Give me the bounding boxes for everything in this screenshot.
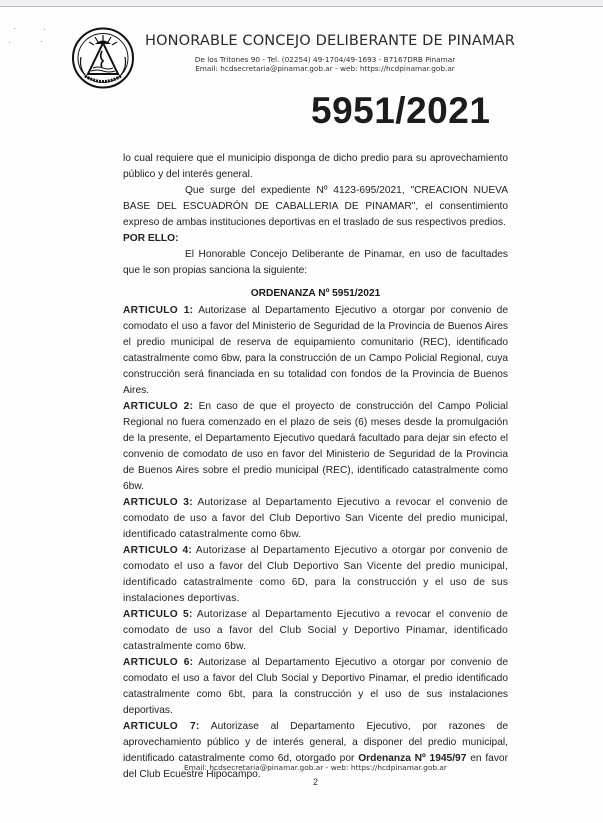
intro-paragraph: lo cual requiere que el municipio disponga de dicho predio para su aprovechamiento público y del interés general. <box>123 153 508 180</box>
article-6 <box>123 655 508 719</box>
institution-address: De los Tritones 90 - Tel. (02254) 49-1704/49-1693 - B7167DRB Pinamar <box>194 55 456 64</box>
article-4 <box>123 543 508 607</box>
viewer-toolbar <box>0 0 603 7</box>
article-text: Autorizase al Departamento Ejecutivo a revocar el convenio de comodato de uso a favor del Club Social y Deportivo Pinamar, identificado catastralmente como 6bw. <box>123 609 508 652</box>
intro-paragraph: Que surge del expediente Nº 4123-695/2021, "CREACION NUEVA BASE DEL ESCUADRÓN DE CABALLERIA DE PINAMAR", el consentimiento expreso de ambas instituciones deportivas en el traslado de sus respectivos predios. <box>123 185 508 228</box>
scan-speck <box>14 28 15 29</box>
institution-title: HONORABLE CONCEJO DELIBERANTE DE PINAMAR <box>145 32 515 49</box>
article-text: Autorizase al Departamento Ejecutivo, por razones de aprovechamiento público y de interés general, a disponer del predio municipal, identificado catastralmente como 6d, otorgado por <box>123 721 508 764</box>
article-text: Autorizase al Departamento Ejecutivo a otorgar por convenio de comodato el uso a favor del Club Social y Deportivo Pinamar, el predio identificado catastralmente como 6bt, para la construcción y el uso de sus instalaciones deportivas. <box>123 657 508 716</box>
article-text: Autorizase al Departamento Ejecutivo a otorgar por convenio de comodato el uso a favor del Club Deportivo San Vicente del predio municipal, identificado catastralmente como 6D, para la construcción y el uso de sus instalaciones deportivas. <box>123 545 509 604</box>
article-3 <box>123 495 508 543</box>
article-text: En caso de que el proyecto de construcción del Campo Policial Regional no fuera comenzado en el plazo de seis (6) meses desde la promulgación de la presente, el Departamento Ejecutivo quedará facultado para dejar sin efecto el convenio de comodato de uso en favor del Ministerio de Seguridad de la Provincia de Buenos Aires sobre el predio municipal (REC), identificado catastralmente como 6bw. <box>123 401 508 492</box>
article-label: ARTICULO 1: <box>123 305 194 316</box>
scan-speck <box>44 29 45 30</box>
article-text: en favor del Club Ecuestre Hipocampo. <box>123 753 508 780</box>
articles-section <box>123 303 508 783</box>
intro-paragraph: El Honorable Concejo Deliberante de Pinamar, en uso de facultades que le son propias sanciona la siguiente: <box>123 249 508 276</box>
seal-icon <box>71 27 135 89</box>
article-2 <box>123 399 508 495</box>
article-label: ARTICULO 7: <box>123 721 200 732</box>
article-label: ARTICULO 6: <box>123 657 194 668</box>
ordinance-title: ORDENANZA Nº 5951/2021 <box>250 288 381 299</box>
footer-contact: Email: hcdsecretaria@pinamar.gob.ar - web: https://hcdpinamar.gob.ar <box>184 763 447 772</box>
article-label: ARTICULO 3: <box>123 497 193 508</box>
article-label: ARTICULO 4: <box>123 545 193 556</box>
scan-speck <box>41 41 42 42</box>
article-text: Autorizase al Departamento Ejecutivo a otorgar por convenio de comodato el uso a favor del Ministerio de Seguridad de la Provincia de Buenos Aires el predio municipal de reserva de equipamiento comunitario (REC), identificado catastralmente como 6bw, para la construcción de un Campo Policial Regional, cuya construcción será financiada en su totalidad con fondos de la Provincia de Buenos Aires. <box>123 305 508 396</box>
scan-speck <box>9 42 10 43</box>
ordinance-reference: Ordenanza Nº 1945/97 <box>358 753 467 764</box>
page-number: 2 <box>312 777 318 787</box>
article-5 <box>123 607 508 655</box>
ordinance-stamp-number: 5951/2021 <box>311 90 491 131</box>
article-text: Autorizase al Departamento Ejecutivo a revocar el convenio de comodato de uso a favor del Club Deportivo San Vicente del predio municipal, identificado catastralmente como 6bw. <box>123 497 508 540</box>
por-ello-label: POR ELLO: <box>123 233 179 244</box>
article-1 <box>123 303 508 399</box>
article-label: ARTICULO 5: <box>123 609 193 620</box>
article-7 <box>123 719 508 783</box>
article-label: ARTICULO 2: <box>123 401 194 412</box>
institution-contact: Email: hcdsecretaria@pinamar.gob.ar - web: https://hcdpinamar.gob.ar <box>195 64 455 73</box>
intro-section <box>123 151 508 279</box>
